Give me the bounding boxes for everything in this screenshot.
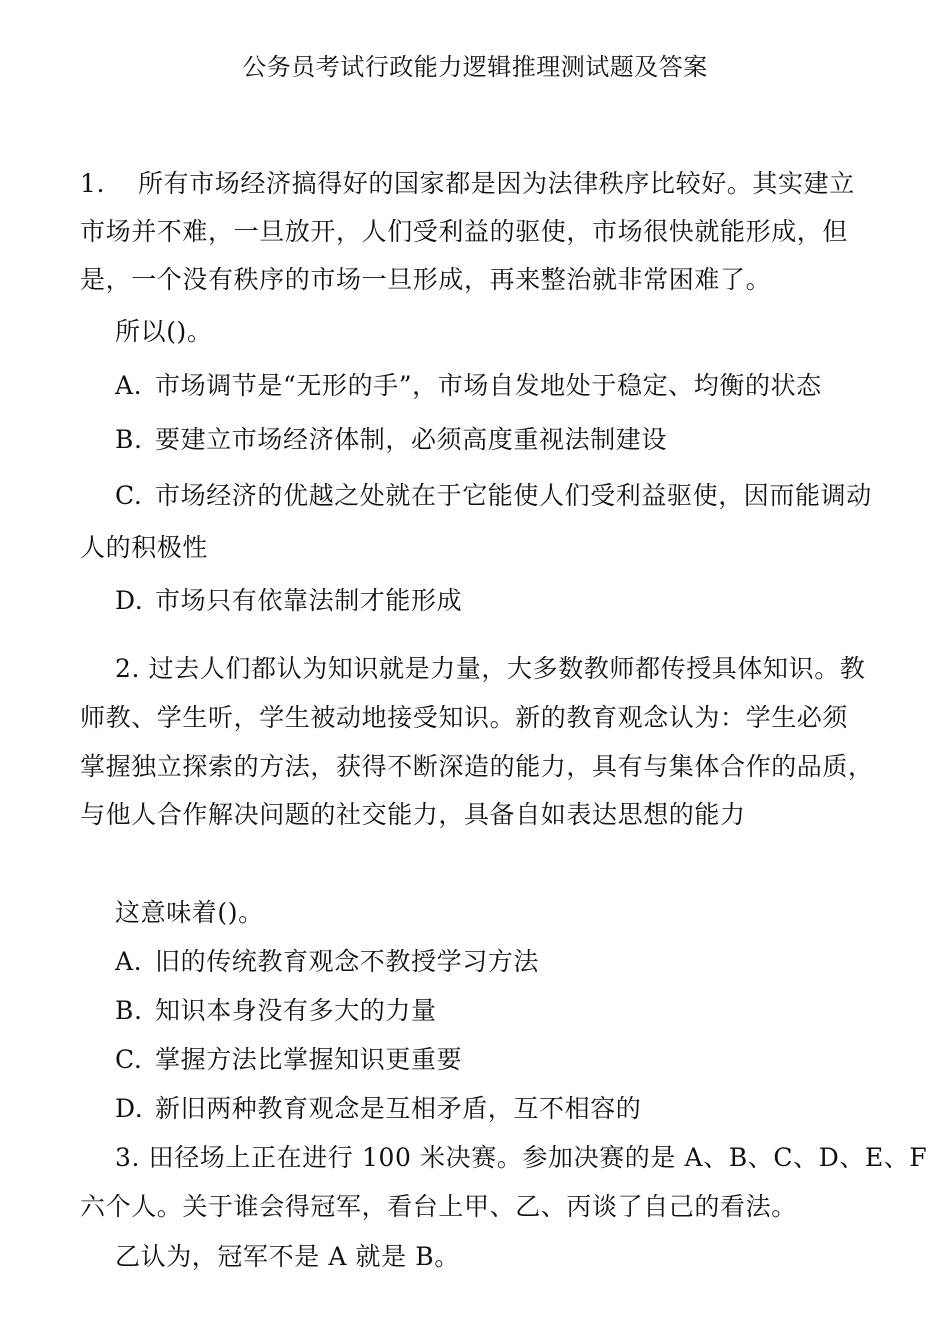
q2-option-a: A. 旧的传统教育观念不教授学习方法 bbox=[115, 947, 540, 976]
q1-stem-line-2: 市场并不难，一旦放开，人们受利益的驱使，市场很快就能形成，但 bbox=[80, 217, 849, 246]
q2-prompt: 这意味着()。 bbox=[115, 898, 264, 927]
q2-stem-line-1: 2. 过去人们都认为知识就是力量，大多数教师都传授具体知识。教 bbox=[115, 654, 866, 683]
q1-number: 1. bbox=[80, 169, 106, 198]
q3-stem-line-2: 六个人。关于谁会得冠军，看台上甲、乙、丙谈了自己的看法。 bbox=[80, 1192, 797, 1221]
q3-stem-line-3: 乙认为，冠军不是 A 就是 B。 bbox=[115, 1242, 460, 1271]
q2-option-d: D. 新旧两种教育观念是互相矛盾，互不相容的 bbox=[115, 1094, 642, 1123]
q1-option-c-continued: 人的积极性 bbox=[80, 533, 209, 562]
q2-option-b: B. 知识本身没有多大的力量 bbox=[115, 996, 437, 1025]
q1-prompt: 所以()。 bbox=[115, 317, 213, 346]
q2-option-c: C. 掌握方法比掌握知识更重要 bbox=[115, 1045, 463, 1074]
q1-stem-line-1: 1. 所有市场经济搞得好的国家都是因为法律秩序比较好。其实建立 bbox=[80, 167, 855, 201]
q2-stem-line-4: 与他人合作解决问题的社交能力，具备自如表达思想的能力 bbox=[80, 800, 746, 829]
q1-option-b: B. 要建立市场经济体制，必须高度重视法制建设 bbox=[115, 425, 668, 454]
q3-stem-line-1: 3. 田径场上正在进行 100 米决赛。参加决赛的是 A、B、C、D、E、F bbox=[115, 1143, 928, 1172]
document-title: 公务员考试行政能力逻辑推理测试题及答案 bbox=[242, 53, 708, 81]
q1-option-a: A. 市场调节是“无形的手”，市场自发地处于稳定、均衡的状态 bbox=[115, 371, 822, 400]
q2-stem-line-3: 掌握独立探索的方法，获得不断深造的能力，具有与集体合作的品质， bbox=[80, 752, 874, 781]
q1-option-d: D. 市场只有依靠法制才能形成 bbox=[115, 586, 463, 615]
q2-stem-line-2: 师教、学生听，学生被动地接受知识。新的教育观念认为：学生必须 bbox=[80, 703, 849, 732]
q1-option-c: C. 市场经济的优越之处就在于它能使人们受利益驱使，因而能调动 bbox=[115, 481, 872, 510]
q1-stem-line-3: 是，一个没有秩序的市场一旦形成，再来整治就非常困难了。 bbox=[80, 265, 772, 294]
